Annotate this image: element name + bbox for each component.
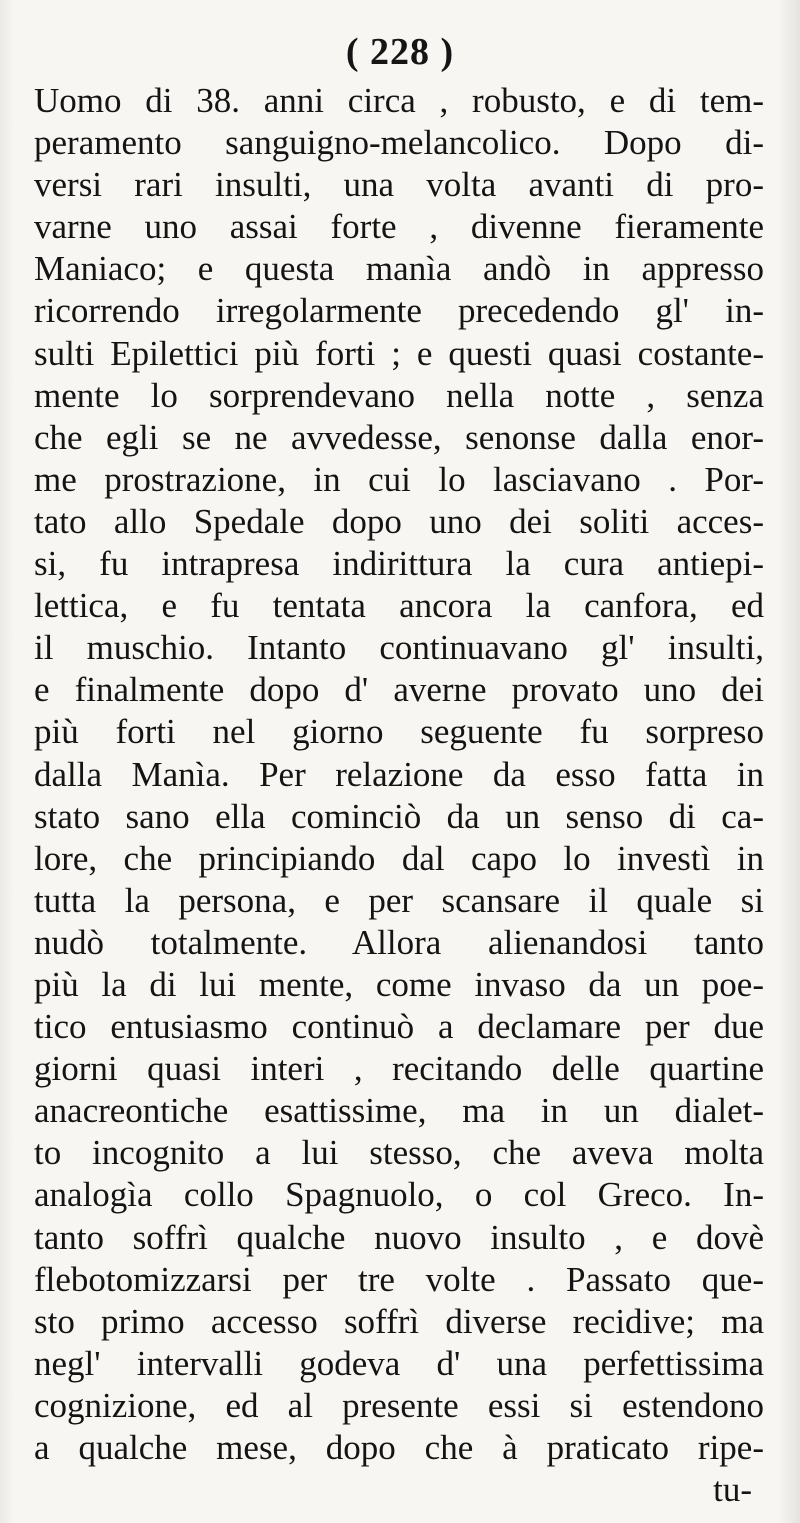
page-number: ( 228 ): [345, 31, 455, 73]
text-line: tanto soffrì qualche nuovo insulto , e dovè: [34, 1217, 764, 1257]
text-line: sulti Epilettici più forti ; e questi quasi costante-: [34, 333, 764, 373]
text-line: Uomo di 38. anni circa , robusto, e di tem-: [34, 81, 764, 120]
text-line: flebotomizzarsi per tre volte . Passato que-: [34, 1259, 764, 1299]
text-line: analogìa collo Spagnuolo, o col Greco. In-: [34, 1175, 764, 1215]
text-line: anacreontiche esattissime, ma in un dialet-: [34, 1091, 764, 1131]
text-line: versi rari insulti, una volta avanti di pro-: [34, 165, 764, 205]
catchword: tu-: [713, 1470, 752, 1510]
body-text: [34, 80, 764, 1511]
text-line: nudò totalmente. Allora alienandosi tanto: [34, 922, 764, 962]
text-line: il muschio. Intanto continuavano gl' insulti,: [34, 628, 764, 668]
text-line: tato allo Spedale dopo uno dei soliti acces-: [34, 501, 764, 541]
text-line: Maniaco; e questa manìa andò in appresso: [34, 249, 764, 289]
text-line: to incognito a lui stesso, che aveva molta: [34, 1133, 764, 1173]
text-line: cognizione, ed al presente essi si estendono: [34, 1385, 764, 1425]
text-line: peramento sanguigno-melancolico. Dopo di-: [34, 123, 764, 163]
text-line: si, fu intrapresa indirittura la cura antiepi-: [34, 544, 764, 584]
text-line: lettica, e fu tentata ancora la canfora, ed: [34, 586, 764, 626]
text-line: varne uno assai forte , divenne fieramente: [34, 207, 764, 247]
text-line: giorni quasi interi , recitando delle quartine: [34, 1049, 764, 1089]
text-line: più forti nel giorno seguente fu sorpreso: [34, 712, 764, 752]
text-line: e finalmente dopo d' averne provato uno dei: [34, 670, 764, 710]
text-line: ricorrendo irregolarmente precedendo gl' in-: [34, 291, 764, 331]
text-line: mente lo sorprendevano nella notte , senza: [34, 375, 764, 415]
text-line: sto primo accesso soffrì diverse recidive; ma: [34, 1301, 764, 1341]
text-line: stato sano ella cominciò da un senso di ca-: [34, 796, 764, 836]
text-line: me prostrazione, in cui lo lasciavano . Por-: [34, 459, 764, 499]
text-line: che egli se ne avvedesse, senonse dalla enor-: [34, 417, 764, 457]
text-line: tico entusiasmo continuò a declamare per due: [34, 1007, 764, 1047]
text-line: più la di lui mente, come invaso da un poe-: [34, 964, 764, 1004]
text-line: a qualche mese, dopo che à praticato ripe-: [34, 1428, 764, 1467]
text-line: lore, che principiando dal capo lo investì in: [34, 838, 764, 878]
text-line: dalla Manìa. Per relazione da esso fatta in: [34, 754, 764, 794]
text-line: negl' intervalli godeva d' una perfettissima: [34, 1343, 764, 1383]
text-line: tutta la persona, e per scansare il quale si: [34, 880, 764, 920]
